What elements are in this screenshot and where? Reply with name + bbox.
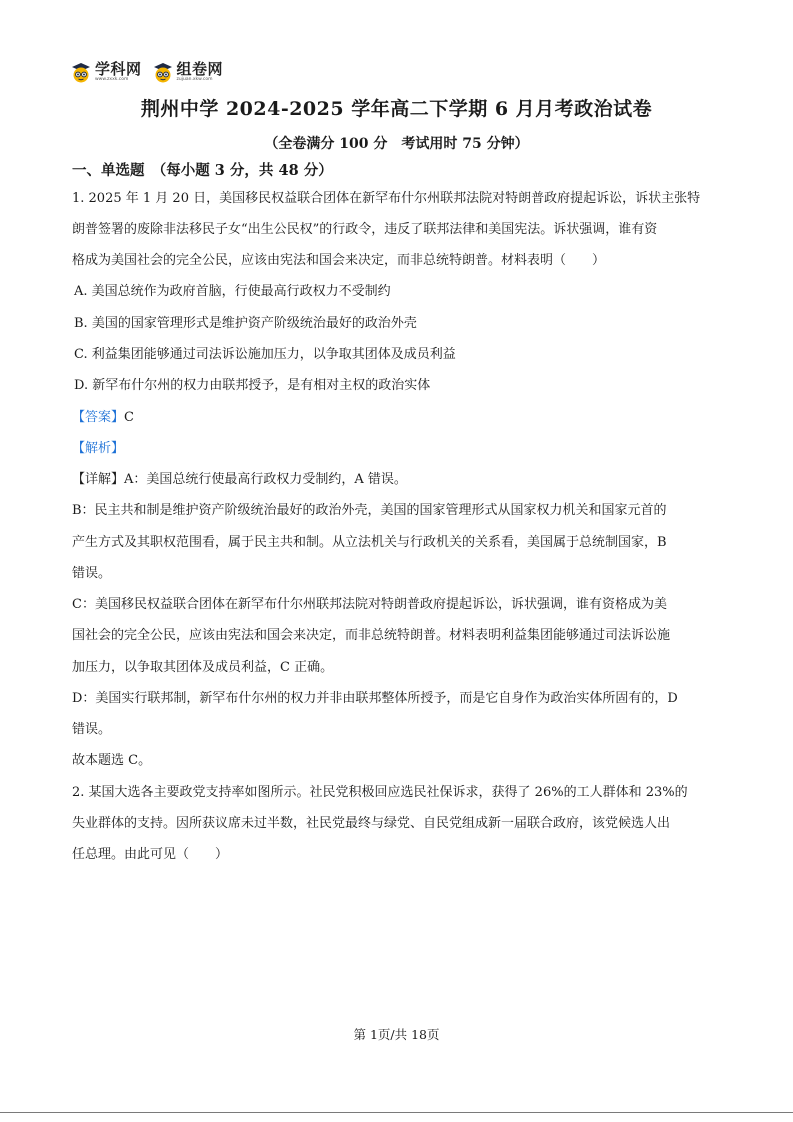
q1-stem-line: 格成为美国社会的完全公民，应该由宪法和国会来决定，而非总统特朗普。材料表明（ ）	[72, 253, 606, 268]
q1-option-d: D. 新罕布什尔州的权力由联邦授予，是有相对主权的政治实体	[74, 378, 431, 393]
q1-option-c: C. 利益集团能够通过司法诉讼施加压力，以争取其团体及成员利益	[74, 347, 456, 362]
zujuanwang-logo[interactable]	[152, 61, 224, 83]
q1-option-b: B. 美国的国家管理形式是维护资产阶级统治最好的政治外壳	[74, 316, 417, 331]
q2-stem-line: 2. 某国大选各主要政党支持率如图所示。社民党积极回应选民社保诉求，获得了 26%的工人群体和 23%的	[72, 785, 688, 800]
q1-stem-line: 朗普签署的废除非法移民子女“出生公民权”的行政令，违反了联邦法律和美国宪法。诉状强调，谁有资	[72, 222, 658, 237]
q2-stem-line: 任总理。由此可见（ ）	[72, 847, 229, 862]
answer-label: 【答案】	[72, 410, 125, 425]
exam-subtitle: （全卷满分 100 分 考试用时 75 分钟）	[264, 136, 529, 152]
explanation-line: B：民主共和制是维护资产阶级统治最好的政治外壳，美国的国家管理形式从国家权力机关和国家元首的	[72, 503, 667, 518]
page-number: 第 1页/共 18页	[353, 1027, 440, 1042]
logo-name: 学科网	[95, 59, 142, 78]
explanation-line: 错误。	[72, 566, 112, 581]
detail-label: 【详解】	[72, 472, 125, 487]
explanation-line: A：美国总统行使最高行政权力受制约，A 错误。	[124, 472, 407, 487]
q1-stem-line: 1. 2025 年 1 月 20 日，美国移民权益联合团体在新罕布什尔州联邦法院对特朗普政府提起诉讼，诉状主张特	[72, 191, 701, 206]
conclusion-line: 故本题选 C。	[72, 753, 152, 768]
xuekewang-logo[interactable]	[70, 61, 142, 83]
bottom-divider	[0, 1112, 793, 1113]
logo-url: www.zxxk.com	[95, 76, 129, 82]
explanation-line: D：美国实行联邦制，新罕布什尔州的权力并非由联邦整体所授予，而是它自身作为政治实体所固有的，D	[72, 691, 678, 706]
explanation-line: C：美国移民权益联合团体在新罕布什尔州联邦法院对特朗普政府提起诉讼，诉状强调，谁有资格成为美	[72, 597, 667, 612]
owl-icon	[70, 61, 92, 83]
answer-value: C	[124, 410, 134, 425]
q2-stem-line: 失业群体的支持。因所获议席未过半数，社民党最终与绿党、自民党组成新一届联合政府，该党候选人出	[72, 816, 671, 831]
q1-answer	[72, 406, 134, 425]
q1-option-a: A. 美国总统作为政府首脑，行使最高行政权力不受制约	[74, 284, 391, 299]
analysis-label: 【解析】	[72, 441, 125, 456]
logo-bar	[70, 58, 223, 86]
q1-analysis	[72, 437, 124, 456]
explanation-line: 产生方式及其职权范围看，属于民主共和制。从立法机关与行政机关的关系看，美国属于总统制国家，B	[72, 535, 667, 550]
explanation-line: 加压力，以争取其团体及成员利益，C 正确。	[72, 660, 334, 675]
logo-url: zujuan.xkw.com	[176, 76, 213, 82]
logo-name: 组卷网	[176, 59, 224, 78]
section-heading: 一、单选题 （每小题 3 分，共 48 分）	[72, 162, 333, 179]
explanation-line: 国社会的完全公民，应该由宪法和国会来决定，而非总统特朗普。材料表明利益集团能够通过司法诉讼施	[72, 628, 671, 643]
owl-icon	[152, 61, 174, 83]
exam-title: 荆州中学 2024-2025 学年高二下学期 6 月月考政治试卷	[140, 98, 653, 120]
explanation-line: 错误。	[72, 722, 112, 737]
q1-detail	[72, 468, 407, 487]
